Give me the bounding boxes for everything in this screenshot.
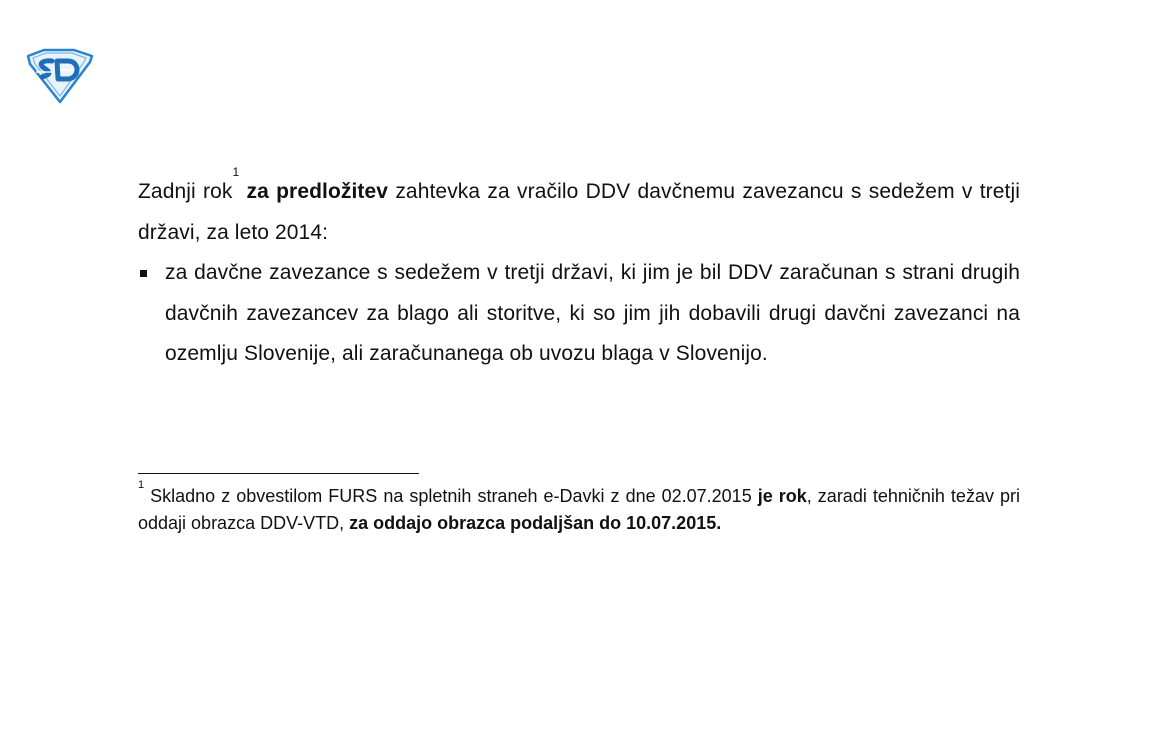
footnote-bold-b: za oddajo obrazca podaljšan do 10.07.2015.: [349, 513, 722, 533]
main-content: [138, 165, 1020, 375]
list-item: [138, 253, 1020, 375]
footnote-bold-a: je rok: [757, 486, 807, 506]
footnote-text-b: , zaradi tehničnih težav pri oddaji obrazca DDV-VTD,: [138, 486, 1020, 533]
footnote-number: 1: [138, 479, 145, 491]
sd-shield-logo-icon: [22, 48, 96, 104]
intro-bold-word: predložitev: [276, 180, 389, 203]
intro-bold-prefix: za: [246, 180, 277, 203]
footnote-reference[interactable]: 1: [232, 165, 240, 179]
footnote: [138, 479, 1020, 537]
intro-text-start: Zadnji rok: [138, 180, 233, 203]
square-bullet-icon: [140, 270, 147, 277]
intro-paragraph: [138, 165, 1020, 253]
intro-text-end: zahtevka za vračilo DDV davčnemu zavezancu s sedežem v tretji državi, za leto 2014:: [138, 180, 1020, 244]
footnote-separator: [138, 473, 419, 474]
list-item-text: za davčne zavezance s sedežem v tretji državi, ki jim je bil DDV zaračunan s strani drugih davčnih zavezancev za blago ali storitve, ki so jim jih dobavili drugi davčni zavezanci na ozemlju Slovenije, ali zaračunanega ob uvozu blaga v Slovenijo.: [165, 261, 1020, 365]
bullet-list: [138, 253, 1020, 375]
footnote-text-a: Skladno z obvestilom FURS na spletnih straneh e-Davki z dne 02.07.2015: [144, 486, 758, 506]
